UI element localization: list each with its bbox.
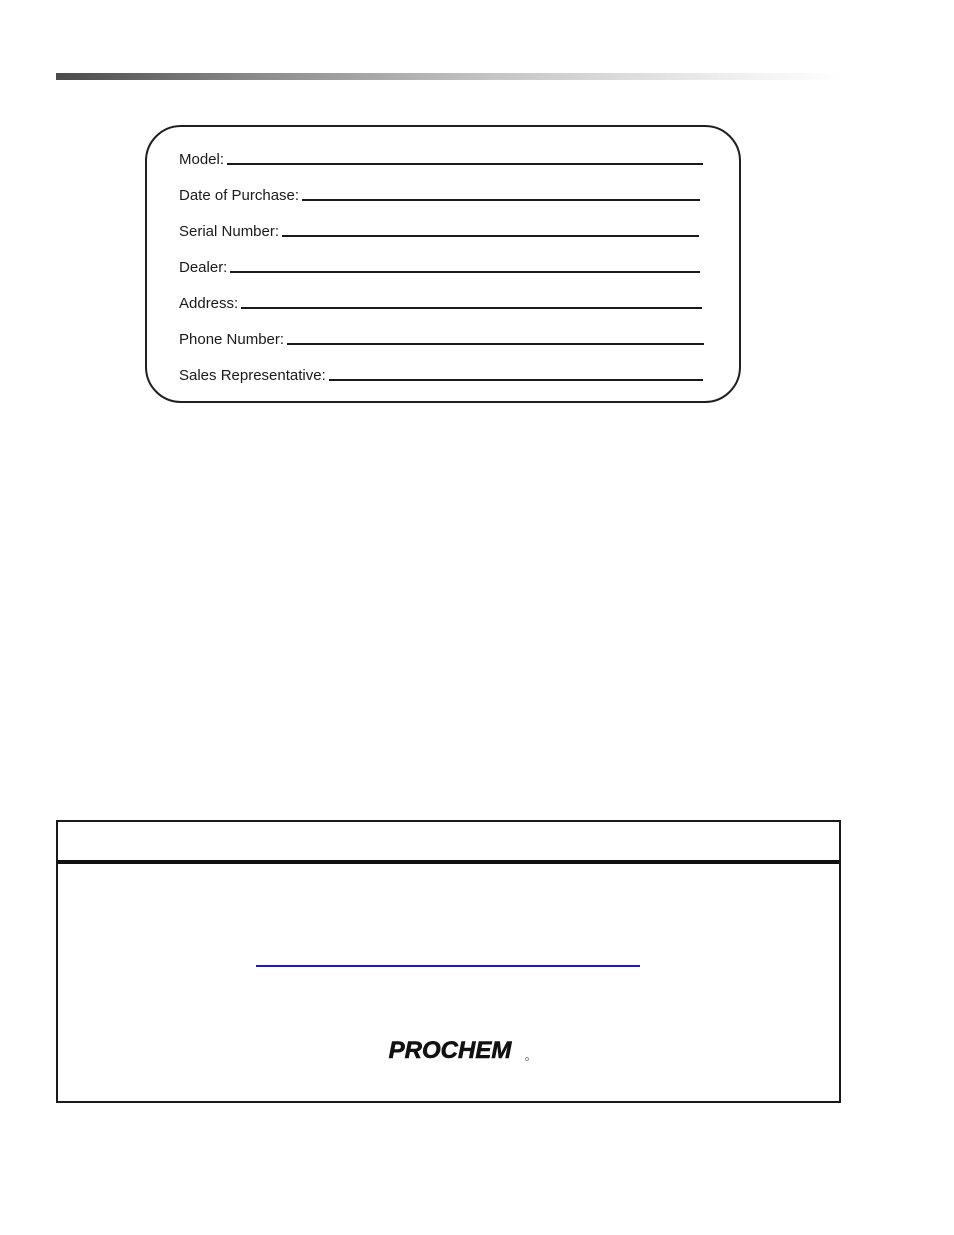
field-address	[179, 293, 702, 313]
prochem-logo-text: PROCHEM	[388, 1037, 512, 1063]
prochem-logo	[366, 1035, 536, 1063]
field-label-sales-representative: Sales Representative:	[179, 367, 326, 384]
field-dealer	[179, 257, 700, 277]
field-line-model[interactable]	[227, 163, 703, 165]
field-line-date-of-purchase[interactable]	[302, 199, 700, 201]
field-label-model: Model:	[179, 151, 225, 168]
field-label-address: Address:	[179, 295, 239, 312]
info-box-divider	[58, 860, 839, 864]
field-line-serial-number[interactable]	[282, 235, 699, 237]
field-serial-number	[179, 221, 699, 241]
field-label-dealer: Dealer:	[179, 259, 228, 276]
registered-mark-icon	[526, 1058, 529, 1061]
field-label-serial-number: Serial Number:	[179, 223, 280, 240]
field-line-sales-representative[interactable]	[329, 379, 703, 381]
field-label-date-of-purchase: Date of Purchase:	[179, 187, 300, 204]
website-link-underline[interactable]	[256, 965, 640, 967]
field-line-address[interactable]	[241, 307, 702, 309]
field-line-dealer[interactable]	[230, 271, 700, 273]
header-gradient-rule	[56, 73, 844, 80]
field-label-phone-number: Phone Number:	[179, 331, 285, 348]
field-line-phone-number[interactable]	[287, 343, 704, 345]
registration-card	[145, 125, 741, 403]
field-model	[179, 149, 703, 169]
info-box	[56, 820, 841, 1103]
field-sales-representative	[179, 365, 703, 385]
field-date-of-purchase	[179, 185, 700, 205]
field-phone-number	[179, 329, 704, 349]
